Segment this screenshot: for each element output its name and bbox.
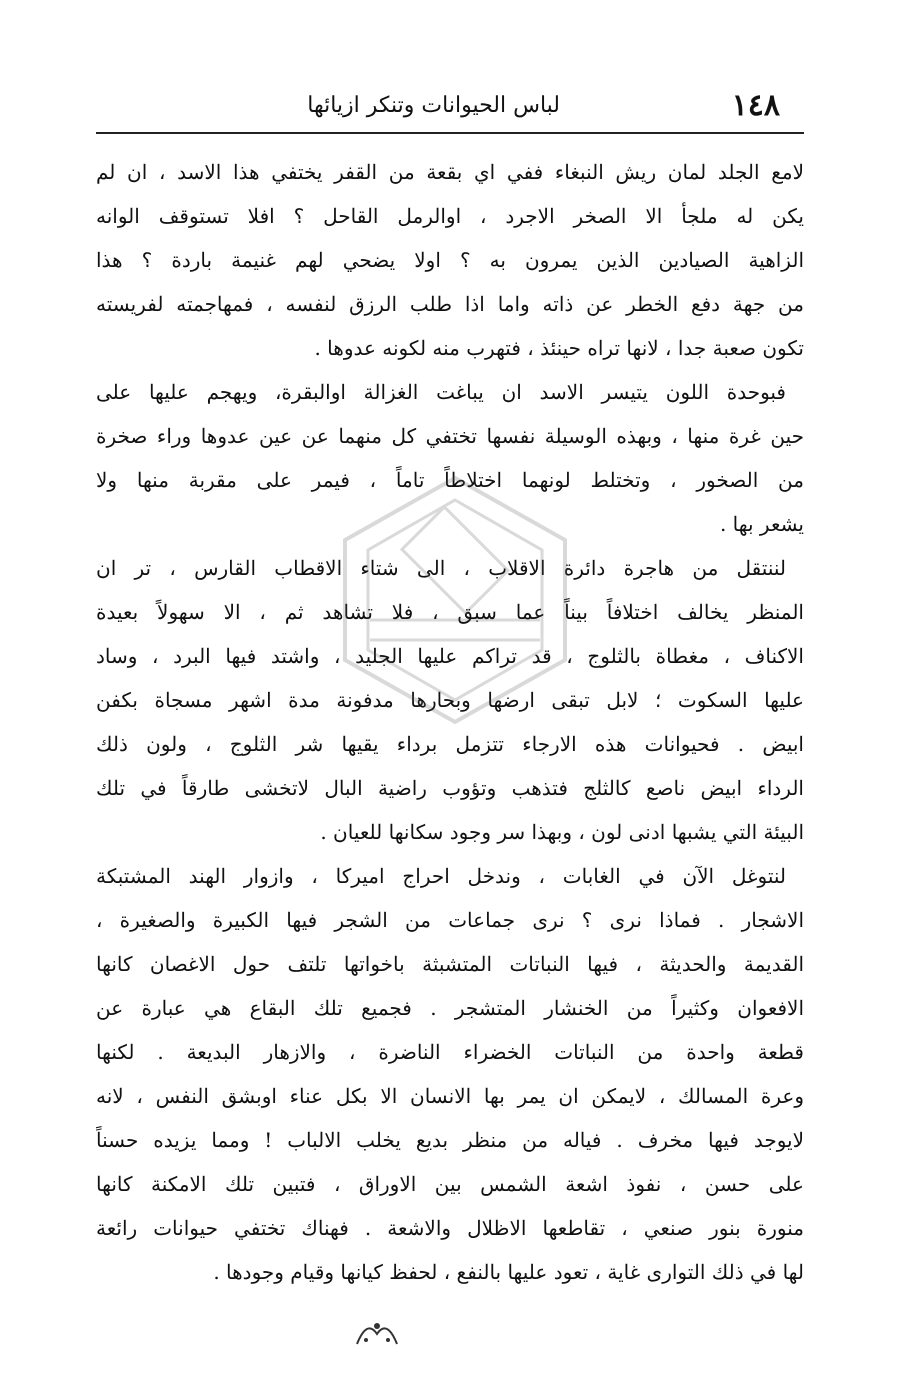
text-line: الافعوان وكثيراً من الخنشار المتشجر . فجميع تلك البقاع هي عبارة عن bbox=[96, 996, 804, 1020]
library-watermark-seal bbox=[330, 470, 580, 730]
text-line: تكون صعبة جدا ، لانها تراه حينئذ ، فتهرب منه لكونه عدوها . bbox=[314, 336, 804, 360]
text-line: البيئة التي يشبها ادنى لون ، وبهذا سر وجود سكانها للعيان . bbox=[320, 820, 804, 844]
text-line: من جهة دفع الخطر عن ذاته واما اذا طلب الرزق لنفسه ، فمهاجمته لفريسته bbox=[96, 292, 804, 316]
page-header bbox=[90, 86, 780, 130]
text-line: حين غرة منها ، وبهذه الوسيلة نفسها تختفي كل منهما عن عين عدوها وراء صخرة bbox=[96, 424, 804, 448]
text-line: لها في ذلك التوارى غاية ، تعود عليها بالنفع ، لحفظ كيانها وقيام وجودها . bbox=[213, 1260, 804, 1284]
page-number: ١٤٨ bbox=[731, 88, 780, 123]
text-line: ابيض . فحيوانات هذه الارجاء تتزمل برداء يقيها شر الثلوج ، ولون ذلك bbox=[96, 732, 804, 756]
text-line: الرداء ابيض ناصع كالثلج فتذهب وتؤوب راضية البال لاتخشى طارقاً في تلك bbox=[96, 776, 804, 800]
header-rule bbox=[96, 132, 804, 134]
text-line: عليها السكوت ؛ لابل تبقى ارضها وبحارها مدفونة مدة اشهر مسجاة بكفن bbox=[96, 688, 804, 712]
text-line: لايوجد فيها مخرف . فياله من منظر بديع يخلب الالباب ! ومما يزيده حسناً bbox=[96, 1128, 804, 1152]
text-line: الاكناف ، مغطاة بالثلوج ، قد تراكم عليها الجليد ، واشتد فيها البرد ، وساد bbox=[96, 644, 804, 668]
footer-ornament bbox=[352, 1314, 402, 1354]
text-line: وعرة المسالك ، لايمكن ان يمر بها الانسان الا بكل عناء اوبشق النفس ، لانه bbox=[96, 1084, 804, 1108]
text-line: الاشجار . فماذا نرى ؟ نرى جماعات من الشجر فيها الكبيرة والصغيرة ، bbox=[96, 908, 804, 932]
text-line: المنظر يخالف اختلافاً بيناً عما سبق ، فلا تشاهد ثم ، الا سهولاً بعيدة bbox=[96, 600, 804, 624]
text-line: لنتوغل الآن في الغابات ، وندخل احراج اميركا ، وازوار الهند المشتبكة bbox=[96, 864, 786, 888]
text-line: على حسن ، نفوذ اشعة الشمس بين الاوراق ، فتبين تلك الامكنة كانها bbox=[96, 1172, 804, 1196]
text-line: يشعر بها . bbox=[719, 512, 804, 536]
text-line: لامع الجلد لمان ريش النبغاء ففي اي بقعة من القفر يختفي هذا الاسد ، ان لم bbox=[96, 160, 804, 184]
text-line: الزاهية الصيادين الذين يمرون به ؟ اولا يضحي لهم غنيمة باردة ؟ هذا bbox=[96, 248, 804, 272]
text-line: منورة بنور صنعي ، تقاطعها الاظلال والاشعة . فهناك تختفي حيوانات رائعة bbox=[96, 1216, 804, 1240]
text-line: فبوحدة اللون يتيسر الاسد ان يباغت الغزالة اوالبقرة، ويهجم عليها على bbox=[96, 380, 786, 404]
running-title: لباس الحيوانات وتنكر ازيائها bbox=[307, 93, 560, 118]
text-line: القديمة والحديثة ، فيها النباتات المتشبثة باخواتها تلتف حول الاغصان كانها bbox=[96, 952, 804, 976]
text-line: من الصخور ، وتختلط لونهما اختلاطاً تاماً ، فيمر على مقربة منها ولا bbox=[96, 468, 804, 492]
text-line: لننتقل من هاجرة دائرة الاقلاب ، الى شتاء الاقطاب القارس ، تر ان bbox=[96, 556, 786, 580]
text-line: قطعة واحدة من النباتات الخضراء الناضرة ، والازهار البديعة . لكنها bbox=[96, 1040, 804, 1064]
text-line: يكن له ملجأ الا الصخر الاجرد ، اوالرمل القاحل ؟ افلا تستوقف الوانه bbox=[96, 204, 804, 228]
